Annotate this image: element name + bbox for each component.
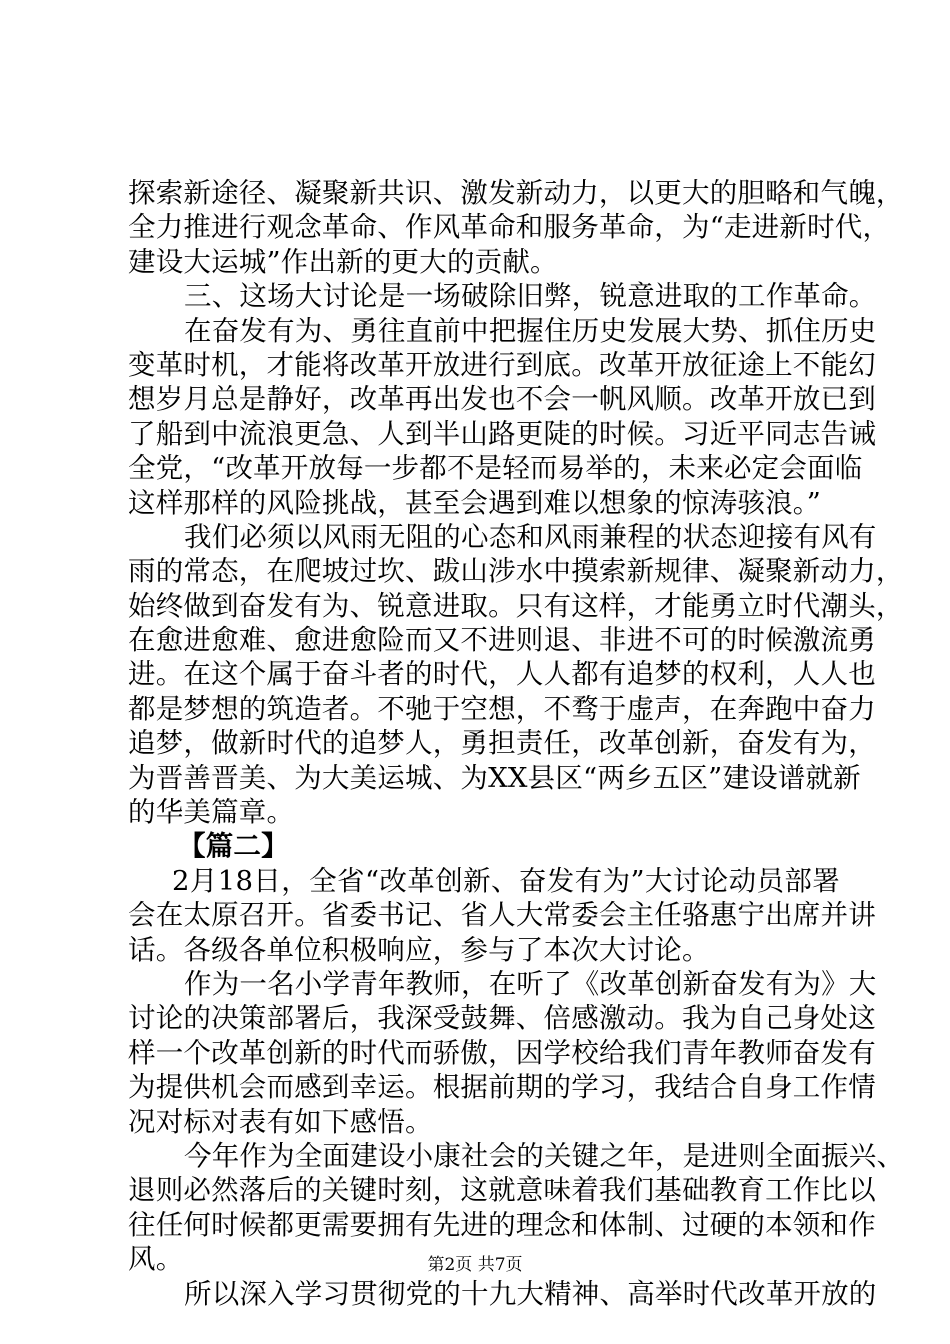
text-line-9: 全党，“改革开放每一步都不是轻而易举的，未来必定会面临	[128, 452, 863, 485]
page-number-footer: 第2页 共7页	[427, 1255, 523, 1275]
text-line-26: 样一个改革创新的时代而骄傲，因学校给我们青年教师奋发有	[128, 1036, 876, 1069]
section-heading-part-two: 【篇二】	[178, 830, 289, 863]
text-line-19: 的华美篇章。	[128, 796, 295, 829]
document-body	[128, 176, 905, 1311]
section-heading-three: 三、这场大讨论是一场破除旧弊，锐意进取的工作革命。	[184, 280, 877, 313]
text-line-3: 建设大运城”作出新的更大的贡献。	[128, 245, 558, 278]
text-line-25: 讨论的决策部署后，我深受鼓舞、倍感激动。我为自己身处这	[128, 1002, 876, 1035]
text-line-24: 作为一名小学青年教师，在听了《改革创新奋发有为》大	[184, 967, 877, 1000]
text-line-13: 始终做到奋发有为、锐意进取。只有这样，才能勇立时代潮头，	[128, 589, 904, 622]
text-line-16: 都是梦想的筑造者。不驰于空想，不骛于虚声，在奔跑中奋力	[128, 692, 876, 725]
text-line-5: 在奋发有为、勇往直前中把握住历史发展大势、抓住历史	[184, 314, 877, 347]
text-line-17: 追梦，做新时代的追梦人，勇担责任，改革创新，奋发有为，	[128, 727, 876, 760]
text-line-7: 想岁月总是静好，改革再出发也不会一帆风顺。改革开放已到	[128, 383, 876, 416]
text-line-11: 我们必须以风雨无阻的心态和风雨兼程的状态迎接有风有	[184, 520, 877, 553]
text-line-27: 为提供机会而感到幸运。根据前期的学习，我结合自身工作情	[128, 1071, 876, 1104]
text-line-6: 变革时机，才能将改革开放进行到底。改革开放征途上不能幻	[128, 348, 876, 381]
text-line-14: 在愈进愈难、愈进愈险而又不进则退、非进不可的时候激流勇	[128, 624, 876, 657]
text-line-2: 全力推进行观念革命、作风革命和服务革命，为“走进新时代，	[128, 211, 891, 244]
text-line-28: 况对标对表有如下感悟。	[128, 1105, 433, 1138]
text-line-1: 探索新途径、凝聚新共识、激发新动力，以更大的胆略和气魄，	[128, 177, 904, 209]
text-line-30: 退则必然落后的关键时刻，这就意味着我们基础教育工作比以	[128, 1174, 876, 1207]
text-line-10: 这样那样的风险挑战，甚至会遇到难以想象的惊涛骇浪。”	[128, 486, 822, 519]
text-line-18: 为晋善晋美、为大美运城、为XX县区“两乡五区”建设谱就新	[128, 761, 861, 794]
text-line-31: 往任何时候都更需要拥有先进的理念和体制、过硬的本领和作	[128, 1208, 876, 1241]
text-line-22: 会在太原召开。省委书记、省人大常委会主任骆惠宁出席并讲	[128, 899, 876, 932]
text-line-8: 了船到中流浪更急、人到半山路更陡的时候。习近平同志告诫	[128, 417, 876, 450]
text-line-12: 雨的常态，在爬坡过坎、跋山涉水中摸索新规律、凝聚新动力，	[128, 555, 904, 588]
text-line-21: 2月18日，全省“改革创新、奋发有为”大讨论动员部署	[172, 864, 840, 897]
text-line-15: 进。在这个属于奋斗者的时代，人人都有追梦的权利，人人也	[128, 658, 876, 691]
text-line-32: 风。	[128, 1243, 184, 1276]
text-line-33: 所以深入学习贯彻党的十九大精神、高举时代改革开放的	[184, 1277, 877, 1310]
text-line-23: 话。各级各单位积极响应，参与了本次大讨论。	[128, 933, 710, 966]
text-line-29: 今年作为全面建设小康社会的关键之年，是进则全面振兴、	[184, 1139, 905, 1172]
